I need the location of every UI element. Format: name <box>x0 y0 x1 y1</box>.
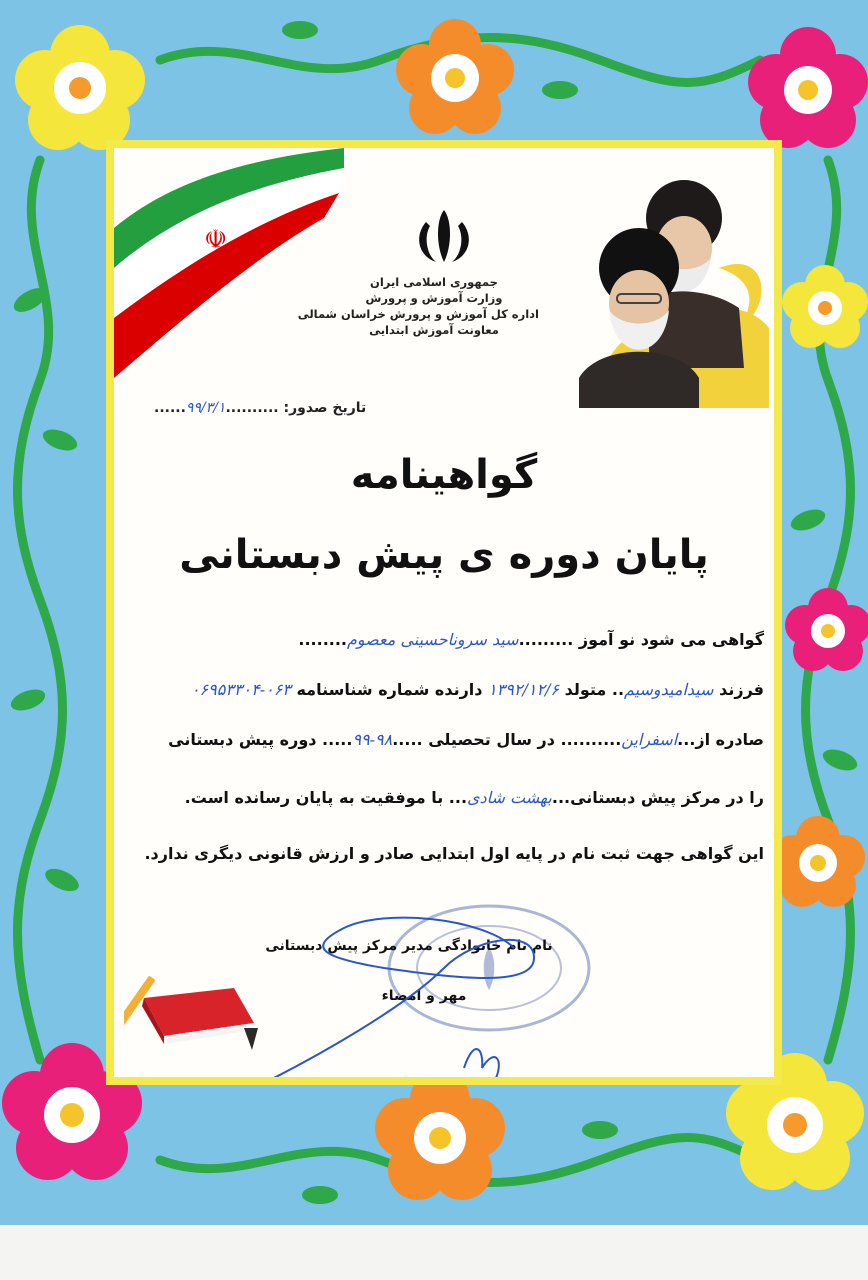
parent-birth-line: فرزند سیدامیدوسیم.. متولد ۱۳۹۲/۱۲/۶ دارنده شماره شناسنامه ۰۶۳-۰۶۹۵۳۳۰۴ <box>190 680 764 699</box>
issue-date-label: تاریخ صدور: <box>283 400 367 416</box>
handwritten-signature <box>234 908 554 1077</box>
born-label: متولد <box>564 680 607 699</box>
issue-date: تاریخ صدور: ..........۹۹/۳/۱...... <box>154 400 367 416</box>
child-of-label: فرزند <box>719 680 764 699</box>
course-label: دوره پیش دبستانی <box>168 730 317 749</box>
center-suffix: با موفقیت به پایان رسانده است. <box>184 788 444 807</box>
issue-date-value: ۹۹/۳/۱ <box>185 400 226 416</box>
birth-date: ۱۳۹۲/۱۲/۶ <box>488 680 560 699</box>
father-name: سیدامیدوسیم <box>624 680 714 699</box>
id-number: ۰۶۳-۰۶۹۵۳۳۰۴ <box>190 680 291 699</box>
header-line-province-office: اداره کل آموزش و پرورش خراسان شمالی <box>297 307 539 321</box>
page-margin <box>0 1225 868 1280</box>
certificate-subtitle: پایان دوره ی پیش دبستانی <box>179 532 709 578</box>
header-line-deputy: معاونت آموزش ابتدایی <box>369 323 499 337</box>
certificate-body <box>114 148 774 1077</box>
issued-place: اسفراین <box>621 730 678 749</box>
student-name: سید سروناحسینی معصوم <box>347 630 519 649</box>
leaders-portrait-image <box>569 158 769 408</box>
flower-top-left <box>15 25 145 150</box>
center-line: را در مرکز پیش دبستانی...بهشت شادی... با موفقیت به پایان رسانده است. <box>184 788 764 807</box>
issued-year-line: صادره از...اسفراین.......... در سال تحصیلی .....۹۸-۹۹..... دوره پیش دبستانی <box>168 730 764 749</box>
student-line: گواهی می شود نو آموز .........سید سروناحسینی معصوم........ <box>298 630 764 649</box>
svg-text:☫: ☫ <box>204 225 228 255</box>
signatory-label: نام نام خانوادگی مدیر مرکز پیش دبستانی <box>265 938 553 954</box>
school-year-label: در سال تحصیلی <box>428 730 555 749</box>
center-name: بهشت شادی <box>467 788 552 807</box>
school-year: ۹۸-۹۹ <box>352 730 393 749</box>
national-emblem-icon <box>414 206 474 268</box>
certificate-frame <box>106 140 782 1085</box>
seal-signature-label: مهر و امضاء <box>381 988 467 1004</box>
certificate-title: گواهینامه <box>350 452 538 498</box>
issued-label: صادره از <box>695 730 764 749</box>
center-prefix: را در مرکز پیش دبستانی <box>570 788 764 807</box>
footer-note: این گواهی جهت ثبت نام در پایه اول ابتدایی صادر و ارزش قانونی دیگری ندارد. <box>144 844 764 863</box>
id-label: دارنده شماره شناسنامه <box>296 680 483 699</box>
book-and-pencil-icon <box>124 968 264 1058</box>
student-prefix: گواهی می شود نو آموز <box>578 630 764 649</box>
header-line-country: جمهوری اسلامی ایران <box>370 275 498 289</box>
iran-flag-ribbon <box>114 148 344 378</box>
header-line-ministry: وزارت آموزش و پرورش <box>365 291 503 305</box>
issuing-authority-header <box>297 274 539 338</box>
